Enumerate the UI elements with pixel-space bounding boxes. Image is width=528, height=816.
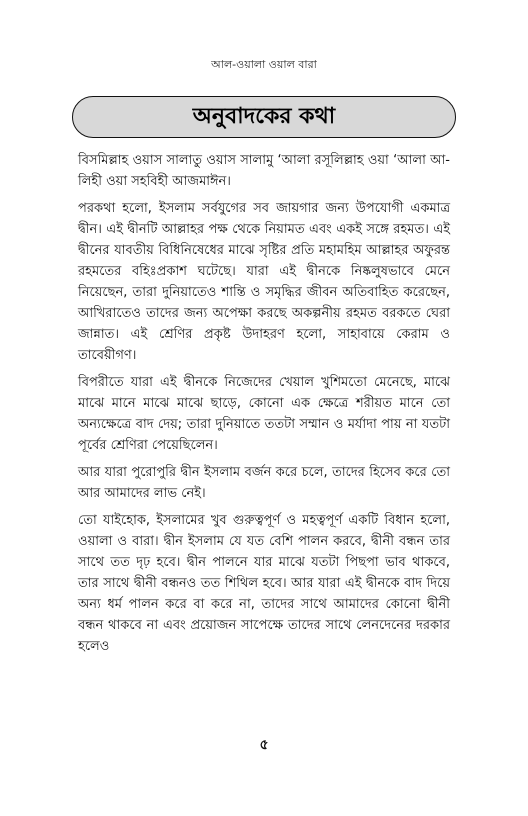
paragraph-partial-followers: বিপরীতে যারা এই দ্বীনকে নিজেদের খেয়াল খুশিমতো মেনেছে, মাঝে মাঝে মানে মাঝে মাঝে ছাড়ে, কোনো এক ক্ষেত্রে শরীয়ত মানে তো অন্যক্ষেত্রে বাদ দেয়; তারা দুনিয়াতে ততটা সম্মান ও মর্যাদা পায় না যতটা পূর্বের শ্রেণিরা পেয়েছিলেন। (78, 375, 450, 453)
running-header: আল-ওয়ালা ওয়াল বারা (211, 58, 317, 71)
page-number: ৫ (259, 737, 269, 753)
body-text (78, 150, 450, 663)
paragraph-wala-bara: তো যাইহোক, ইসলামের খুব গুরুত্বপূর্ণ ও মহত্বপূর্ণ একটি বিধান হলো, ওয়ালা ও বারা। দ্বীন ইসলাম যে যত বেশি পালন করবে, দ্বীনী বন্ধন তার সাথে তত দৃঢ় হবে। দ্বীন পালনে যার মাঝে যতটা পিছপা ভাব থাকবে, তার সাথে দ্বীনী বন্ধনও তত শিথিল হবে। আর যারা এই দ্বীনকে বাদ দিয়ে অন্য ধর্ম পালন করে বা করে না, তাদের সাথে আমাদের কোনো দ্বীনী বন্ধন থাকবে না এবং প্রয়োজন সাপেক্ষে তাদের সাথে লেনদেনের দরকার হলেও (78, 513, 450, 654)
paragraph-salutation: বিসমিল্লাহ ওয়াস সালাতু ওয়াস সালামু ‘আলা রসূলিল্লাহ ওয়া ‘আলা আ-লিহী ওয়া সহবিহী আজমাঈন। (78, 153, 450, 189)
paragraph-rejecters: আর যারা পুরোপুরি দ্বীন ইসলাম বর্জন করে চলে, তাদের হিসেব করে তো আর আমাদের লাভ নেই। (78, 465, 450, 501)
chapter-title-box (72, 96, 456, 138)
chapter-title: অনুবাদকের কথা (192, 104, 336, 129)
paragraph-islam-complete-deen: পরকথা হলো, ইসলাম সর্বযুগের সব জায়গার জন্য উপযোগী একমাত্র দ্বীন। এই দ্বীনটি আল্লাহর পক্ষ থেকে নিয়ামত এবং একই সঙ্গে রহমত। এই দ্বীনের যাবতীয় বিধিনিষেধের মাঝে সৃষ্টির প্রতি মহামহিম আল্লাহর অফুরন্ত রহমতের বহিঃপ্রকাশ ঘটেছে। যারা এই দ্বীনকে নিষ্কলুষভাবে মেনে নিয়েছেন, তারা দুনিয়াতেও শান্তি ও সমৃদ্ধির জীবন অতিবাহিত করেছেন, আখিরাতেও তাদের জন্য অপেক্ষা করছে অকল্পনীয় রহমত বরকতে ঘেরা জান্নাত। এই শ্রেণির প্রকৃষ্ট উদাহরণ হলো, সাহাবায়ে কেরাম ও তাবেয়ীগণ। (78, 201, 450, 363)
